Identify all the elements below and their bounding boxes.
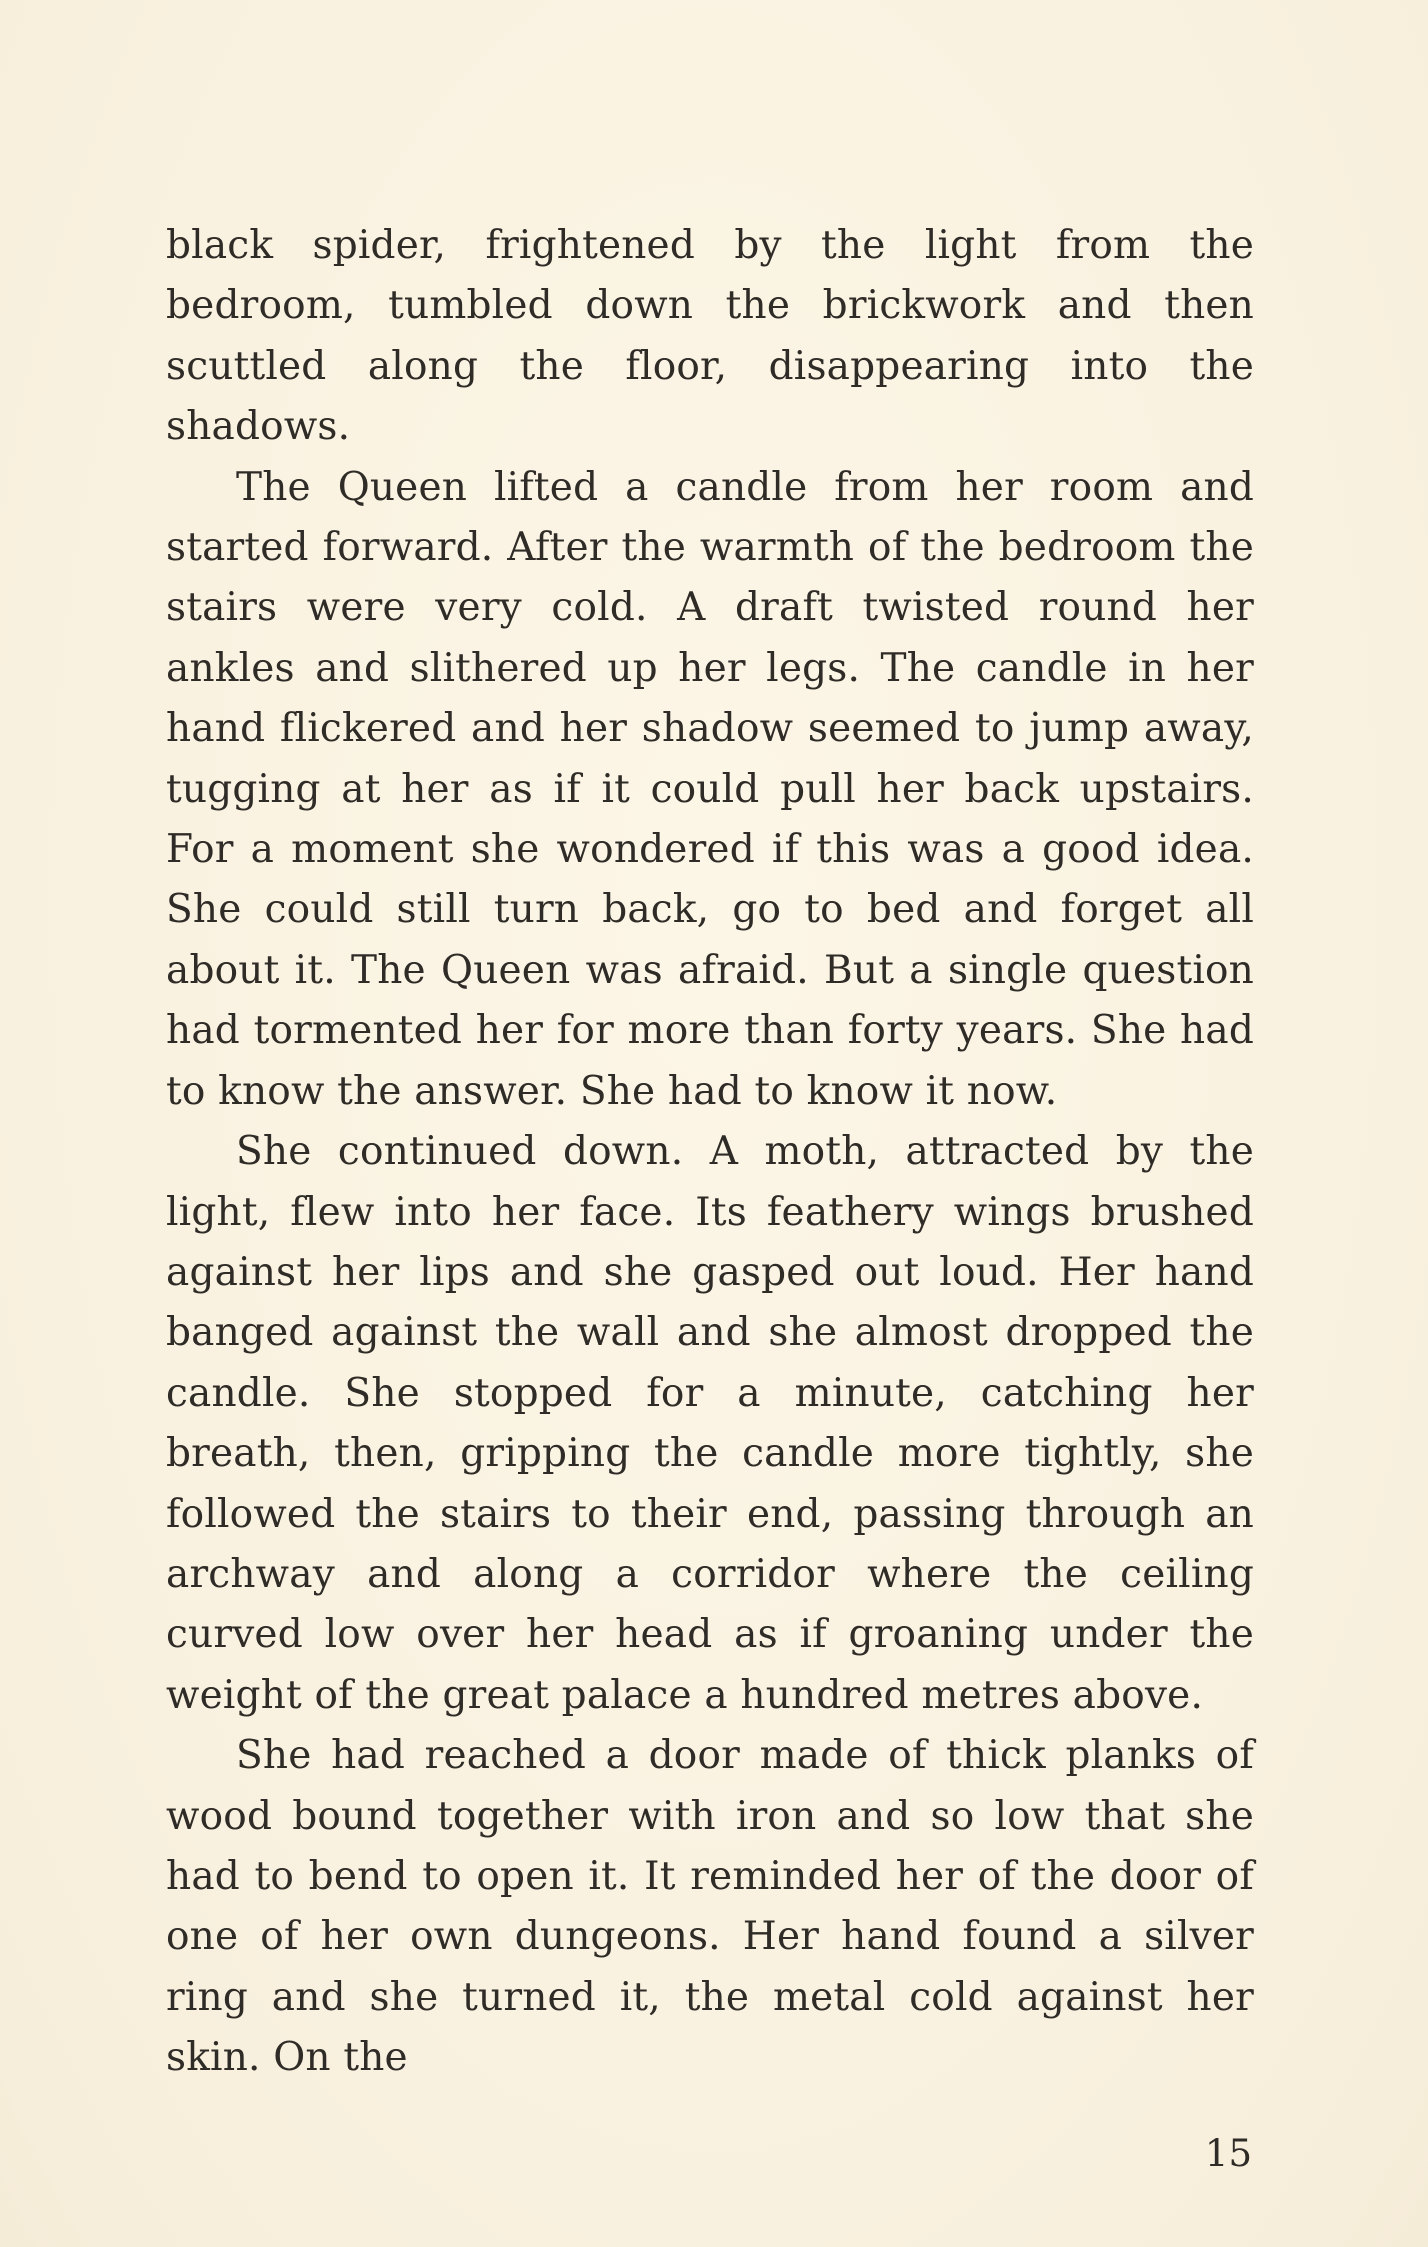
paragraph-2: The Queen lifted a candle from her room and started forward. After the warmth of the bedroom the stairs were very cold. A draft twisted round her ankles and slithered up her legs. The candle in her hand flickered and her shadow seemed to jump away, tugging at her as if it could pull her back upstairs. For a moment she wondered if this was a good idea. She could still turn back, go to bed and forget all about it. The Queen was afraid. But a single question had tormented her for more than forty years. She had to know the answer. She had to know it now. bbox=[166, 464, 1254, 1114]
page-number: 15 bbox=[1204, 2132, 1252, 2175]
paragraph-3: She continued down. A moth, attracted by the light, flew into her face. Its feathery wings brushed against her lips and she gasped out loud. Her hand banged against the wall and she almost dropped the candle. She stopped for a minute, catching her breath, then, gripping the candle more tightly, she followed the stairs to their end, passing through an archway and along a corridor where the ceiling curved low over her head as if groaning under the weight of the great palace a hundred metres above. bbox=[166, 1129, 1254, 1718]
paragraph-4: She had reached a door made of thick planks of wood bound together with iron and so low that she had to bend to open it. It reminded her of the door of one of her own dungeons. Her hand found a silver ring and she turned it, the metal cold against her skin. On the bbox=[166, 1733, 1254, 2081]
paragraph-1: black spider, frightened by the light from the bedroom, tumbled down the brickwork and then scuttled along the floor, disappearing into the shadows. bbox=[166, 223, 1254, 450]
body-text bbox=[166, 216, 1254, 2089]
